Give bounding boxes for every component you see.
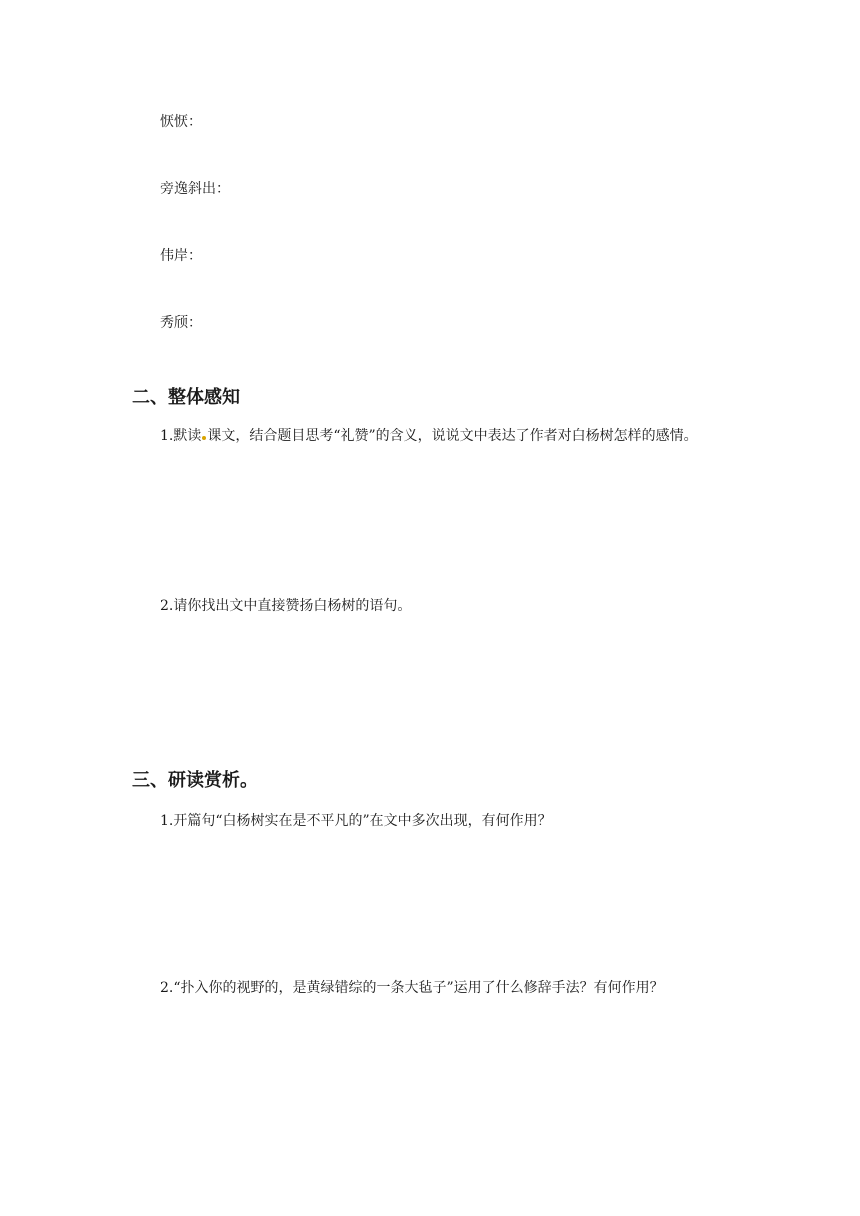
highlight-dot-icon [202,436,206,440]
vocab-term-pangyi-xiechu: 旁逸斜出： [160,181,230,197]
question-2-1-start: 1.默读 [160,428,202,444]
question-3-1: 1.开篇句“白杨树实在是不平凡的”在文中多次出现，有何作用？ [160,813,552,829]
question-2-1-rest: 课文，结合题目思考“礼赞”的含义，说说文中表达了作者对白杨树怎样的感情。 [207,428,698,444]
vocab-term-yanyan: 恹恹： [160,114,202,130]
section-heading-overall-perception: 二、整体感知 [132,387,240,408]
section-heading-study-appreciation: 三、研读赏析。 [132,770,258,791]
question-2-2: 2.请你找出文中直接赞扬白杨树的语句。 [160,598,412,614]
vocab-term-xiuqi: 秀颀： [160,315,202,331]
vocab-term-weian: 伟岸： [160,248,202,264]
question-3-2: 2.“扑入你的视野的，是黄绿错综的一条大毡子”运用了什么修辞手法？有何作用？ [160,980,664,996]
question-2-1 [132,420,737,453]
